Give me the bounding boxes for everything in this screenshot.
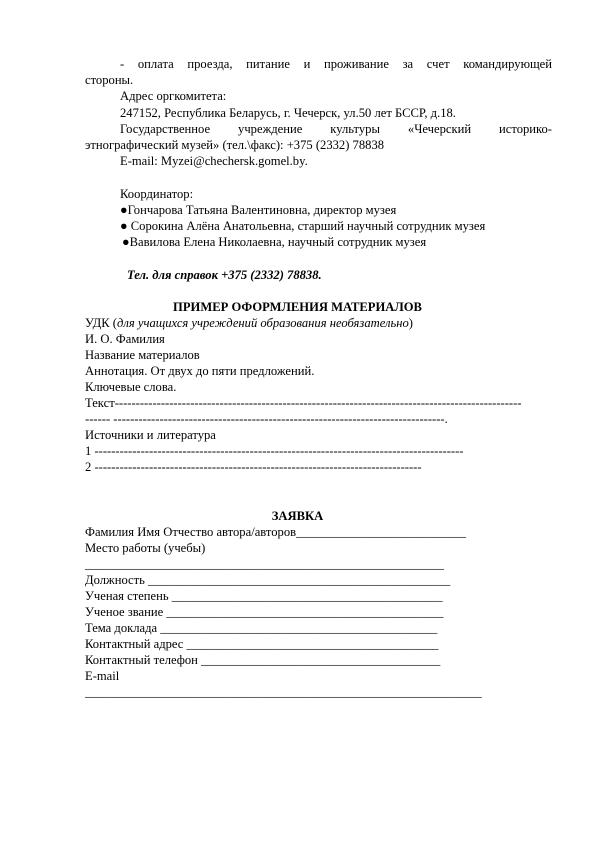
travel-line-2: стороны. bbox=[85, 73, 134, 87]
coordinator-label: Координатор: bbox=[120, 187, 194, 201]
form-workplace-label: Место работы (учебы) bbox=[85, 541, 206, 555]
museum-line-2: этнографический музей» (тел.\факс): +375 (2332) 78838 bbox=[85, 138, 385, 152]
example-source-1: 1 ---------------------------------------------------------------------------------------- bbox=[85, 444, 464, 458]
form-email-line: _______________________________________________________________ bbox=[85, 685, 482, 699]
form-title-field: Ученое звание ____________________________________________ bbox=[85, 605, 444, 619]
example-keywords: Ключевые слова. bbox=[85, 380, 177, 394]
example-sources: Источники и литература bbox=[85, 428, 216, 442]
form-heading: ЗАЯВКА bbox=[271, 509, 324, 523]
email-text: E-mail: Myzei@chechersk.gomel.by. bbox=[120, 154, 308, 168]
example-heading: ПРИМЕР ОФОРМЛЕНИЯ МАТЕРИАЛОВ bbox=[173, 300, 422, 314]
form-degree-field: Ученая степень ___________________________________________ bbox=[85, 589, 443, 603]
form-workplace-line: _________________________________________________________ bbox=[85, 557, 444, 571]
udk-note: для учащихся учреждений образования необязательно bbox=[116, 316, 409, 330]
coordinator-item: ●Вавилова Елена Николаевна, научный сотрудник музея bbox=[122, 235, 427, 249]
example-author: И. О. Фамилия bbox=[85, 332, 165, 346]
example-title: Название материалов bbox=[85, 348, 200, 362]
address-label: Адрес оргкомитета: bbox=[120, 89, 227, 103]
form-position-field: Должность ________________________________________________ bbox=[85, 573, 451, 587]
form-fio-field: Фамилия Имя Отчество автора/авторов___________________________ bbox=[85, 525, 467, 539]
example-annotation: Аннотация. От двух до пяти предложений. bbox=[85, 364, 315, 378]
example-source-2: 2 ------------------------------------------------------------------------------ bbox=[85, 460, 422, 474]
coordinator-item: ●Гончарова Татьяна Валентиновна, директор музея bbox=[120, 203, 397, 217]
phone-note: Тел. для справок +375 (2332) 78838. bbox=[127, 268, 322, 282]
coordinator-item: ● Сорокина Алёна Анатольевна, старший научный сотрудник музея bbox=[120, 219, 486, 233]
example-text-line-2: ------ -------------------------------------------------------------------------------. bbox=[85, 412, 448, 426]
udk-prefix: УДК ( bbox=[85, 316, 117, 330]
example-text-line-1: Текст------------------------------------------------------------------------------------------------- bbox=[85, 396, 522, 410]
museum-line-1: Государственное учреждение культуры «Чечерский историко- bbox=[120, 122, 552, 136]
form-topic-field: Тема доклада ____________________________________________ bbox=[85, 621, 438, 635]
form-phone-field: Контактный телефон ______________________________________ bbox=[85, 653, 441, 667]
address-text: 247152, Республика Беларусь, г. Чечерск, ул.50 лет БССР, д.18. bbox=[120, 106, 456, 120]
form-address-field: Контактный адрес ________________________________________ bbox=[85, 637, 439, 651]
udk-close: ) bbox=[408, 316, 413, 330]
udk-line bbox=[85, 316, 413, 332]
travel-line-1: - оплата проезда, питание и проживание за счет командирующей bbox=[120, 57, 552, 71]
form-email-label: E-mail bbox=[85, 669, 120, 683]
